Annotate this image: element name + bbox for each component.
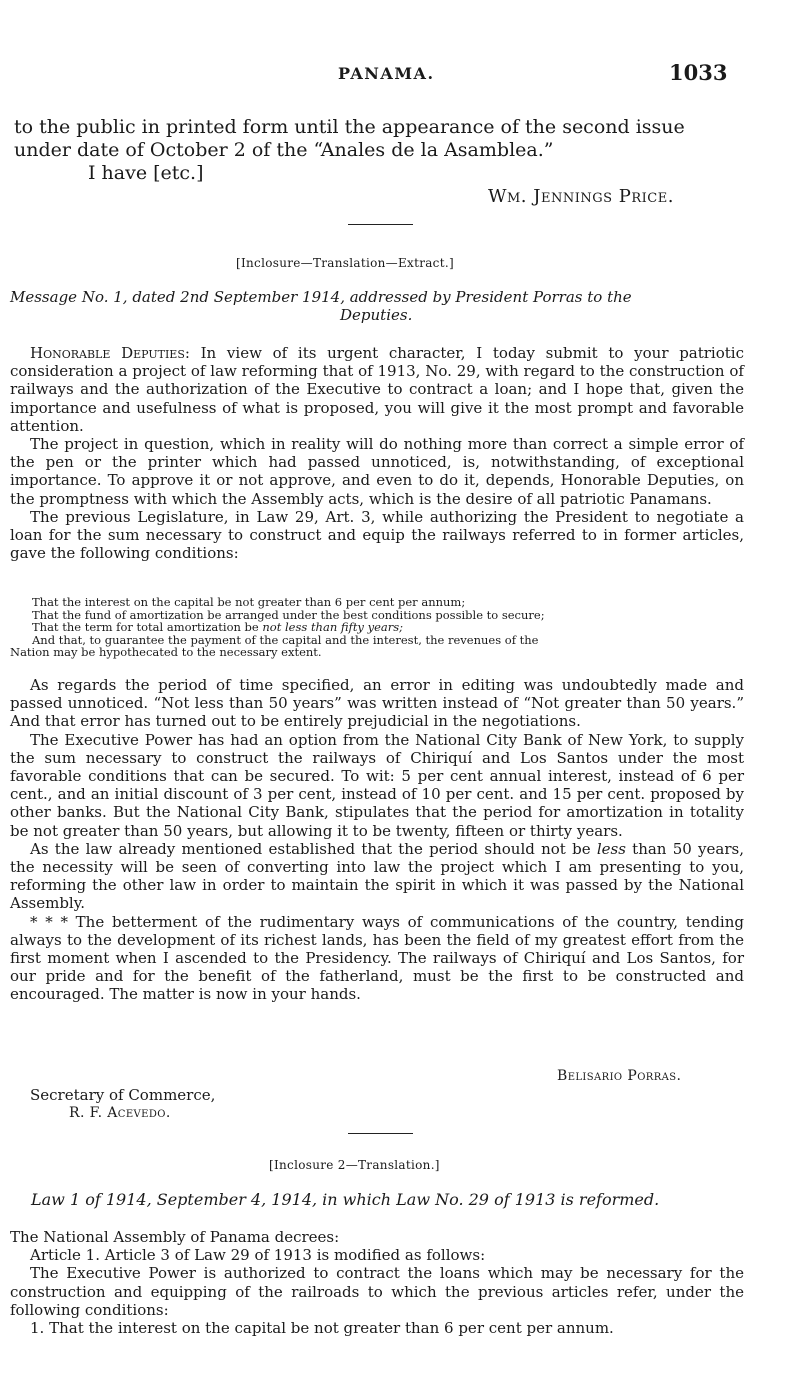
law-article-1: Article 1. Article 3 of Law 29 of 1913 is modified as follows: <box>30 1246 486 1265</box>
page-number: 1033 <box>669 60 728 85</box>
inclosure-1-title-line-2: Deputies. <box>340 306 413 324</box>
law-paragraph-1: The Executive Power is authorized to contract the loans which may be necessary for the construction and equipping of the railroads to which the previous articles refer, under the following conditions: <box>10 1264 744 1319</box>
condition-4-line-1: And that, to guarantee the payment of the capital and the interest, the revenues of the <box>32 632 539 647</box>
letter-line-2: under date of October 2 of the “Anales de la Asamblea.” <box>14 139 554 161</box>
divider-2 <box>348 1133 413 1134</box>
message-paragraph-2: The project in question, which in reality will do nothing more than correct a simple error of the pen or the printer which had passed unnoticed, is, notwithstanding, of exceptional importance. To approve it or not approve, and even to do it, depends, Honorable Deputies, on the promptness with which the Assembly acts, which is the desire of all patriotic Panamans. <box>10 435 744 508</box>
condition-3: That the term for total amortization be not less than fifty years; <box>32 620 404 635</box>
message-paragraph-1: Honorable Deputies: In view of its urgent character, I today submit to your patriotic consideration a project of law reforming that of 1913, No. 29, with regard to the construction of railways and the authorization of the Executive to contract a loan; and I hope that, given the importance and usefulness of what is proposed, you will give it the most prompt and favorable attention. <box>10 344 744 435</box>
letter-closing: I have [etc.] <box>88 162 204 184</box>
secretary-title: Secretary of Commerce, <box>30 1086 216 1104</box>
inclosure-1-title-line-1: Message No. 1, dated 2nd September 1914, addressed by President Porras to the <box>10 288 632 306</box>
condition-1: That the interest on the capital be not greater than 6 per cent per annum; <box>32 595 466 609</box>
message-paragraph-7: * * * The betterment of the rudimentary ways of communications of the country, tending always to the development of its richest lands, has been the field of my greatest effort from the first moment when I ascended to the Presidency. The railways of Chiriquí and Los Santos, for our pride and for the benefit of the fatherland, must be the first to be constructed and encouraged. The matter is now in your hands. <box>10 912 744 1004</box>
message-paragraphs-1 <box>10 344 744 562</box>
inclosure-1-heading: [Inclosure—Translation—Extract.] <box>236 256 454 270</box>
message-paragraphs-2 <box>10 676 744 1004</box>
salutation: Honorable Deputies <box>30 344 185 362</box>
porras-signature: Belisario Porras. <box>557 1068 682 1084</box>
law-item-1: 1. That the interest on the capital be not greater than 6 per cent per annum. <box>30 1319 614 1338</box>
message-paragraph-6: As the law already mentioned established that the period should not be less than 50 years, the necessity will be seen of converting into law the project which I am presenting to you, reforming the other law in order to maintain the spirit in which it was passed by the National Assembly. <box>10 839 744 913</box>
letter-line-1: to the public in printed form until the appearance of the second issue <box>14 116 685 138</box>
law-title: Law 1 of 1914, September 4, 1914, in which Law No. 29 of 1913 is reformed. <box>31 1190 660 1209</box>
condition-2: That the fund of amortization be arranged under the best conditions possible to secure; <box>32 607 545 622</box>
conditions-list <box>10 596 744 659</box>
secretary-name: R. F. Acevedo. <box>69 1105 171 1121</box>
message-paragraph-4: As regards the period of time specified, an error in editing was undoubtedly made and passed unnoticed. “Not less than 50 years” was written instead of “Not greater than 50 years.” And that error has turned out to be entirely prejudicial in the negotiations. <box>10 676 744 731</box>
condition-4-line-2: Nation may be hypothecated to the necessary extent. <box>10 645 322 660</box>
law-decree: The National Assembly of Panama decrees: <box>10 1228 340 1246</box>
running-title: PANAMA. <box>338 64 435 83</box>
inclosure-2-heading: [Inclosure 2—Translation.] <box>269 1158 440 1172</box>
message-paragraph-3: The previous Legislature, in Law 29, Art. 3, while authorizing the President to negotiate a loan for the sum necessary to construct and equip the railways referred to in former articles, gave the following conditions: <box>10 507 744 563</box>
law-text <box>10 1228 744 1337</box>
letter-signature: Wm. Jennings Price. <box>488 186 674 207</box>
divider-1 <box>348 224 413 225</box>
message-paragraph-5: The Executive Power has had an option from the National City Bank of New York, to supply the sum necessary to construct the railways of Chiriquí and Los Santos under the most favorable conditions that can be secured. To wit: 5 per cent annual interest, instead of 6 per cent., and an initial discount of 3 per cent, instead of 10 per cent. and 15 per cent. proposed by other banks. But the National City Bank, stipulates that the period for amortization in totality be not greater than 50 years, but allowing it to be twenty, fifteen or thirty years. <box>10 730 744 840</box>
